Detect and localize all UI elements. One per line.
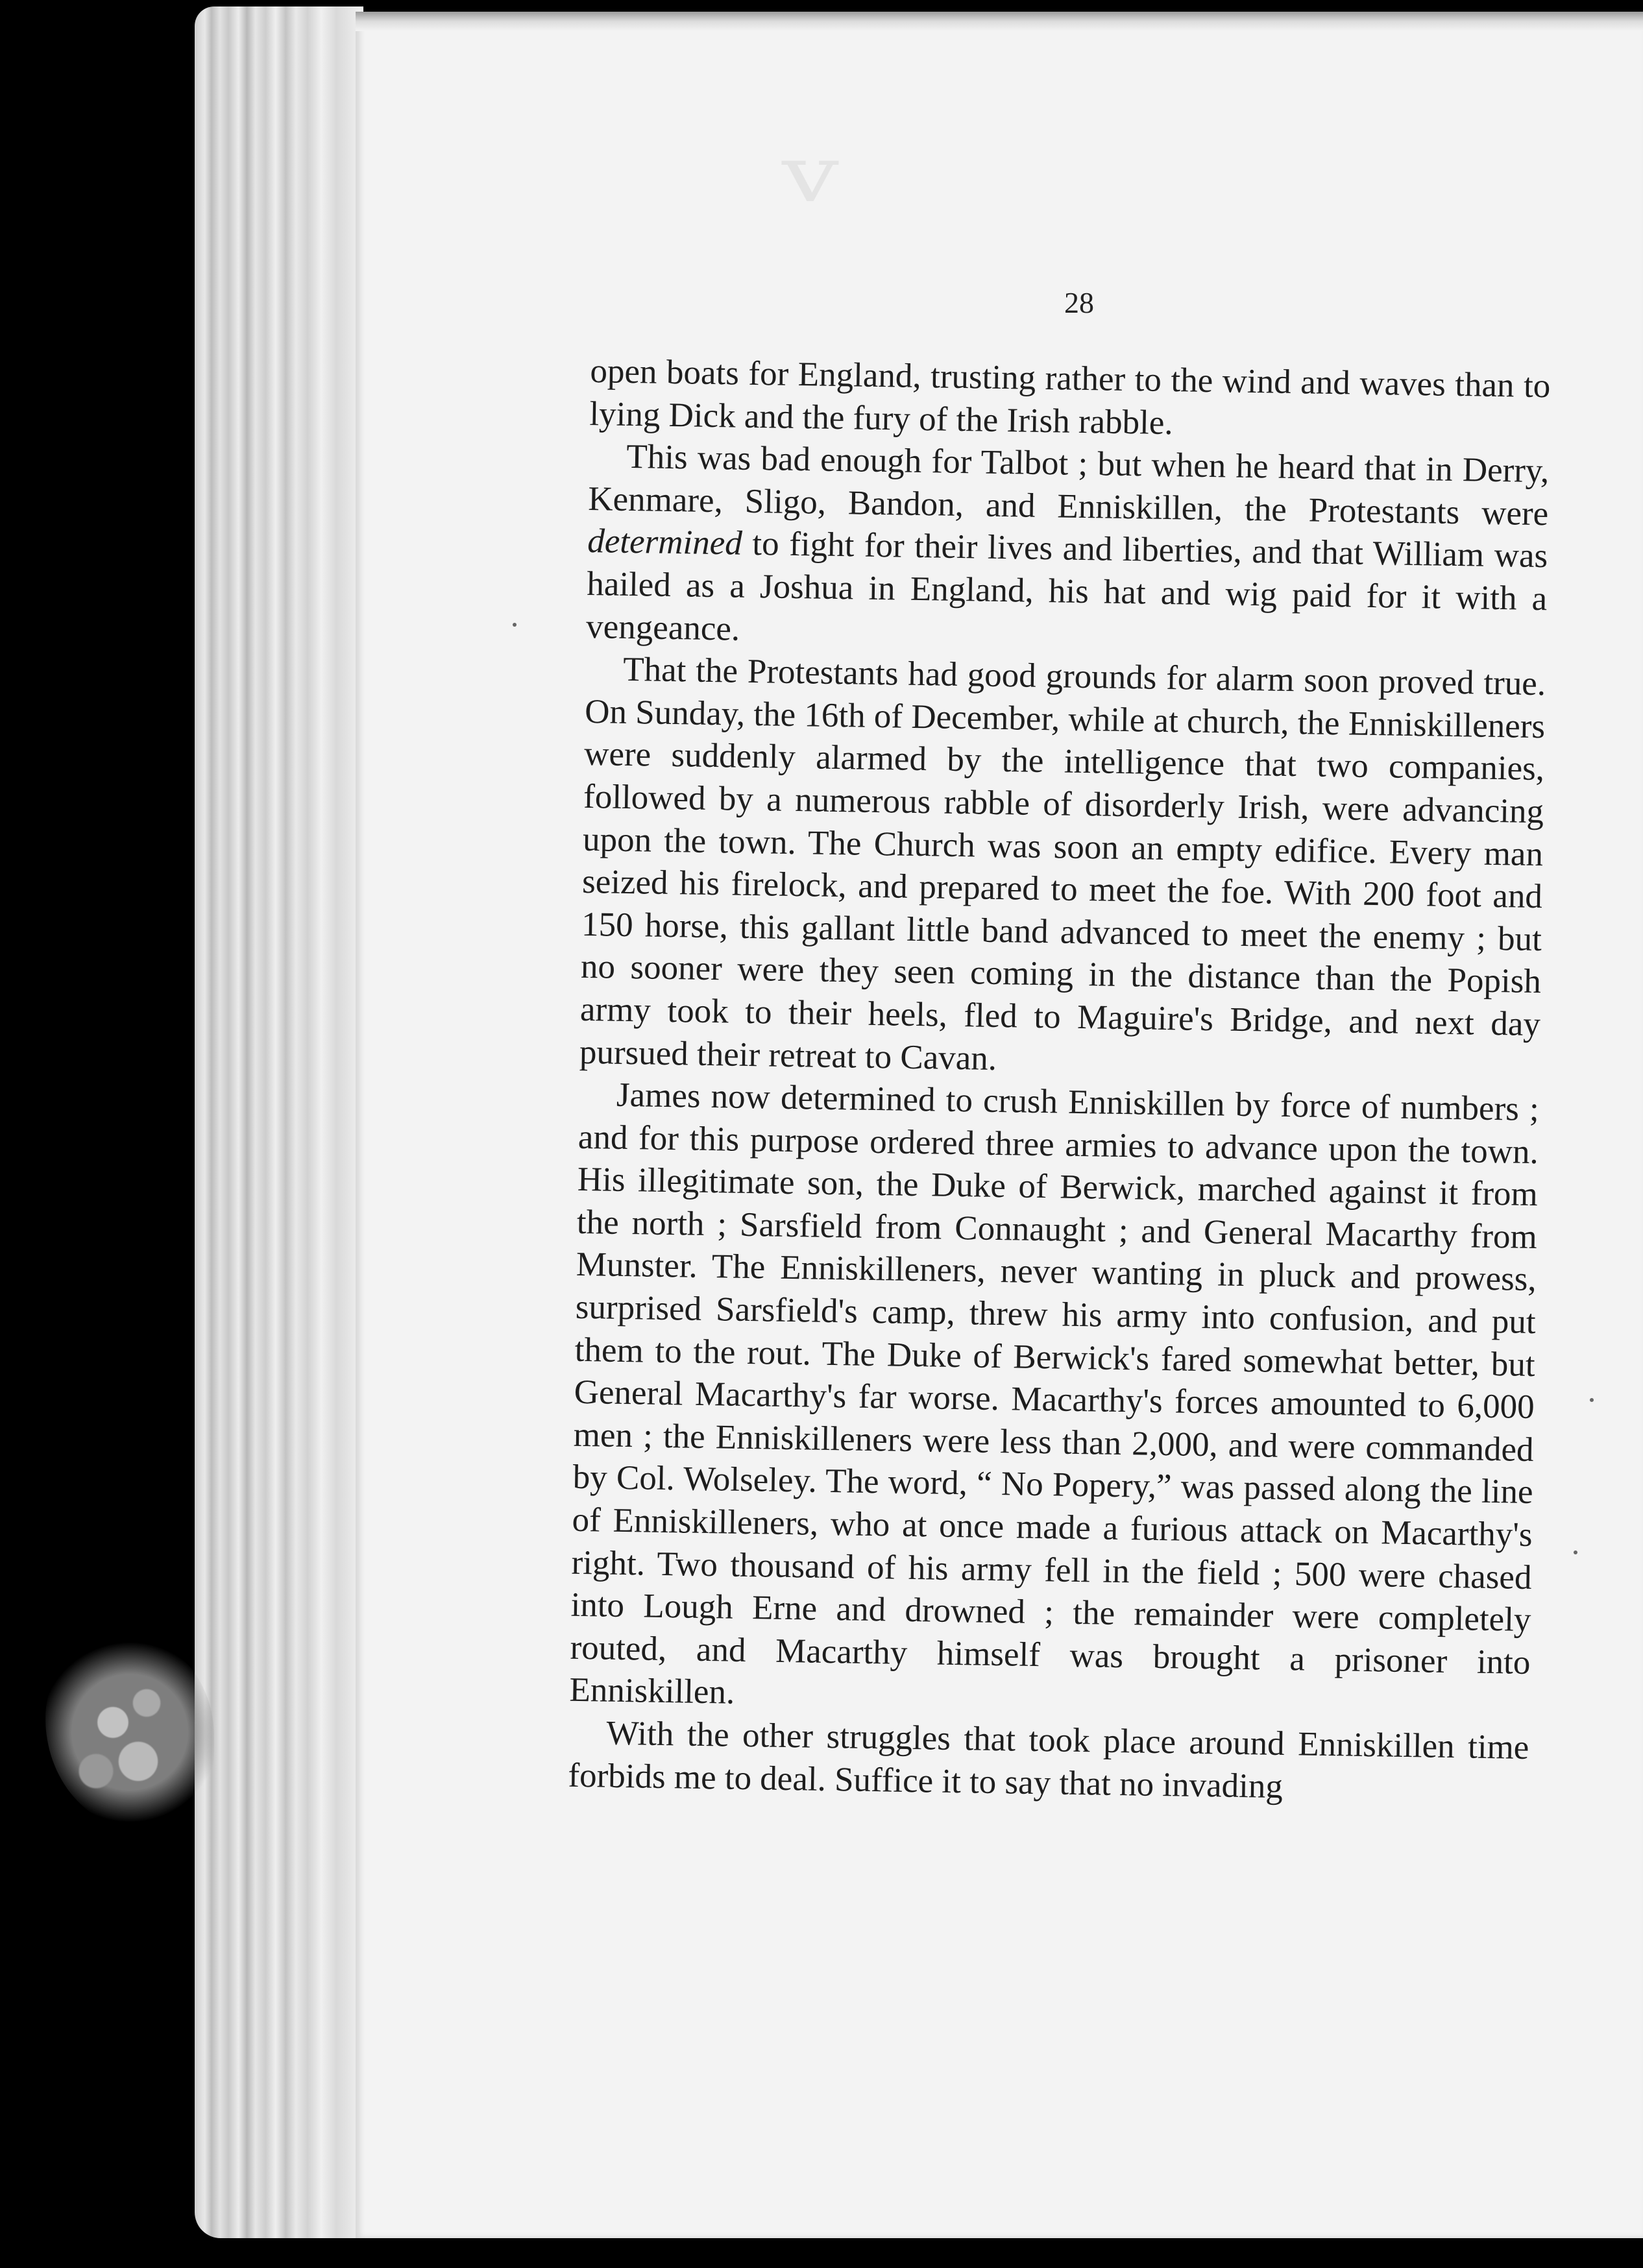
text-run: to fight for their lives and liberties, and that William was hailed as a Joshua in England, his hat and wig paid for it with a vengeance. [585, 525, 1548, 648]
page-number: 28 [1064, 286, 1094, 319]
paragraph [579, 648, 1546, 1089]
paragraph [589, 350, 1551, 450]
text-run: This was bad enough for Talbot ; but when he heard that in Derry, Kenmare, Sligo, Bandon, and Enniskillen, the Protestants were [587, 438, 1550, 533]
page-top-edge [356, 12, 1643, 31]
paragraph [569, 1074, 1539, 1727]
page-damage-blot [45, 1635, 214, 1829]
body-text [568, 350, 1551, 1812]
text-run: That the Protestants had good grounds for alarm soon proved true. On Sunday, the 16th of December, while at church, the Enniskilleners were suddenly alarmed by the intelligence that two companies, followed by a numerous rabble of disorderly Irish, were advancing upon the town. The Church was soon an empty edifice. Every man seized his firelock, and prepared to meet the foe. With 200 foot and 150 horse, this gallant little band advanced to meet the enemy ; but no sooner were they seen coming in the distance than the Popish army took to their heels, fled to Maguire's Bridge, and next day pursued their retreat to Cavan. [579, 651, 1546, 1078]
paragraph [586, 435, 1550, 663]
text-run: James now determined to crush Enniskillen by force of numbers ; and for this purpose ordered three armies to advance upon the town. His illegitimate son, the Duke of Berwick, marched against it from the north ; Sarsfield from Connaught ; and General Macarthy from Munster. The Enniskilleners, never wanting in pluck and prowess, surprised Sarsfield's camp, threw his army into confusion, and put them to the rout. The Duke of Berwick's fared somewhat better, but General Macarthy's far worse. Macarthy's forces amounted to 6,000 men ; the Enniskilleners were less than 2,000, and were commanded by Col. Wolseley. The word, “ No Popery,” was passed along the line of Enniskilleners, who at once made a furious attack on Macarthy's right. Two thousand of his army fell in the field ; 500 were chased into Lough Erne and drowned ; the remainder were completely routed, and Macarthy himself was brought a prisoner into Enniskillen. [569, 1076, 1540, 1712]
book-page-edges [195, 6, 363, 2238]
paragraph [568, 1712, 1529, 1812]
faint-pencil-mark: v [781, 130, 839, 220]
speck [1574, 1550, 1577, 1554]
text-run: With the other struggles that took place around Enniskillen time forbids me to deal. Suffice it to say that no invading [568, 1714, 1529, 1805]
speck [1590, 1398, 1594, 1402]
speck [513, 623, 517, 627]
text-run: open boats for England, trusting rather to the wind and waves than to lying Dick and the fury of the Irish rabble. [589, 352, 1551, 442]
emphasized-text: determined [587, 522, 743, 563]
